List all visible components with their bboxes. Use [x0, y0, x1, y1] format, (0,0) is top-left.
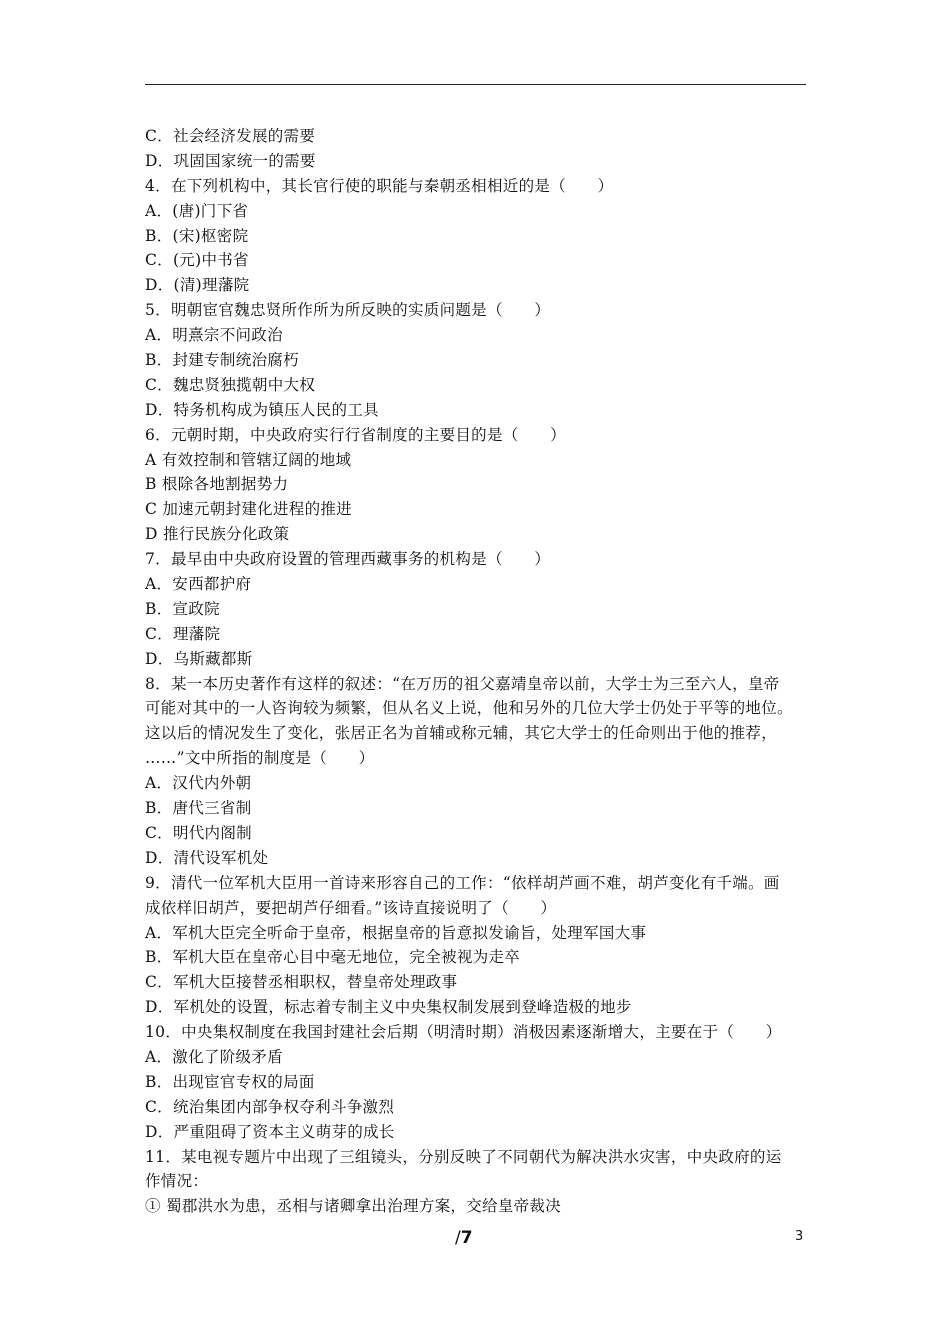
text-line: D．军机处的设置，标志着专制主义中央集权制发展到登峰造极的地步 — [145, 998, 632, 1017]
text-line: A．安西都护府 — [145, 575, 252, 594]
text-line: B．宣政院 — [145, 599, 220, 618]
text-line: 这以后的情况发生了变化，张居正名为首辅或称元辅，其它大学士的任命则出于他的推荐， — [145, 724, 778, 743]
text-line: A．明熹宗不问政治 — [145, 326, 283, 345]
page-total — [455, 1228, 473, 1248]
text-line: D．(清)理藩院 — [145, 276, 250, 295]
text-line: C．理藩院 — [145, 624, 221, 643]
text-line: C．(元)中书省 — [145, 251, 249, 270]
text-line: A 有效控制和管辖辽阔的地域 — [145, 450, 352, 469]
text-line: C 加速元朝封建化进程的推进 — [145, 500, 352, 519]
text-line: 成依样旧胡芦，要把胡芦仔细看。”该诗直接说明了（ ） — [145, 898, 557, 917]
text-line: A．激化了阶级矛盾 — [145, 1047, 283, 1066]
text-line: 11．某电视专题片中出现了三组镜头，分别反映了不同朝代为解决洪水灾害，中央政府的运 — [145, 1147, 782, 1166]
text-line: D．乌斯藏都斯 — [145, 649, 253, 668]
document-body — [145, 124, 825, 1219]
text-line: ……”文中所指的制度是（ ） — [145, 749, 375, 768]
text-line: 6．元朝时期，中央政府实行行省制度的主要目的是（ ） — [145, 425, 566, 444]
text-line: 5．明朝宦官魏忠贤所作所为所反映的实质问题是（ ） — [145, 301, 551, 320]
text-line: B．封建专制统治腐朽 — [145, 351, 299, 370]
text-line: B．军机大臣在皇帝心目中毫无地位，完全被视为走卒 — [145, 948, 521, 967]
text-line: 可能对其中的一人咨询较为频繁，但从名义上说，他和另外的几位大学士仍处于平等的地位。 — [145, 699, 793, 718]
text-line: B 根除各地割据势力 — [145, 475, 289, 494]
text-line: C．明代内阁制 — [145, 823, 252, 842]
text-line: D．巩固国家统一的需要 — [145, 151, 316, 170]
header-rule — [145, 84, 806, 85]
text-line: D．清代设军机处 — [145, 848, 269, 867]
page-total-count: 7 — [460, 1228, 473, 1248]
text-line: 4．在下列机构中，其长官行使的职能与秦朝丞相相近的是（ ） — [145, 176, 614, 195]
text-line: C．军机大臣接替丞相职权，替皇帝处理政事 — [145, 973, 458, 992]
text-line: C．统治集团内部争权夺利斗争激烈 — [145, 1097, 395, 1116]
text-line: A．(唐)门下省 — [145, 201, 249, 220]
text-line: D．严重阻碍了资本主义萌芽的成长 — [145, 1122, 395, 1141]
page-slash: / — [455, 1228, 461, 1248]
text-line: B．出现宦官专权的局面 — [145, 1072, 315, 1091]
text-line: D 推行民族分化政策 — [145, 525, 290, 544]
text-line: ① 蜀郡洪水为患，丞相与诸卿拿出治理方案，交给皇帝裁决 — [145, 1197, 562, 1216]
text-line: 10．中央集权制度在我国封建社会后期（明清时期）消极因素逐渐增大，主要在于（ ） — [145, 1023, 782, 1042]
text-line: C．社会经济发展的需要 — [145, 127, 316, 145]
text-line: 作情况： — [145, 1172, 209, 1191]
text-line: A．军机大臣完全听命于皇帝，根据皇帝的旨意拟发谕旨，处理军国大事 — [145, 923, 647, 942]
text-line: A．汉代内外朝 — [145, 774, 252, 793]
text-line: B．(宋)枢密院 — [145, 226, 249, 245]
text-line: 8．某一本历史著作有这样的叙述：“在万历的祖父嘉靖皇帝以前，大学士为三至六人，皇帝 — [145, 674, 780, 693]
page-number: 3 — [795, 1229, 804, 1244]
text-line: C．魏忠贤独揽朝中大权 — [145, 375, 316, 394]
text-line: 9．清代一位军机大臣用一首诗来形容自己的工作：“依样胡芦画不难，胡芦变化有千端。画 — [145, 873, 780, 892]
text-line: B．唐代三省制 — [145, 799, 252, 818]
text-line: 7．最早由中央政府设置的管理西藏事务的机构是（ ） — [145, 550, 551, 569]
text-line: D．特务机构成为镇压人民的工具 — [145, 400, 379, 419]
